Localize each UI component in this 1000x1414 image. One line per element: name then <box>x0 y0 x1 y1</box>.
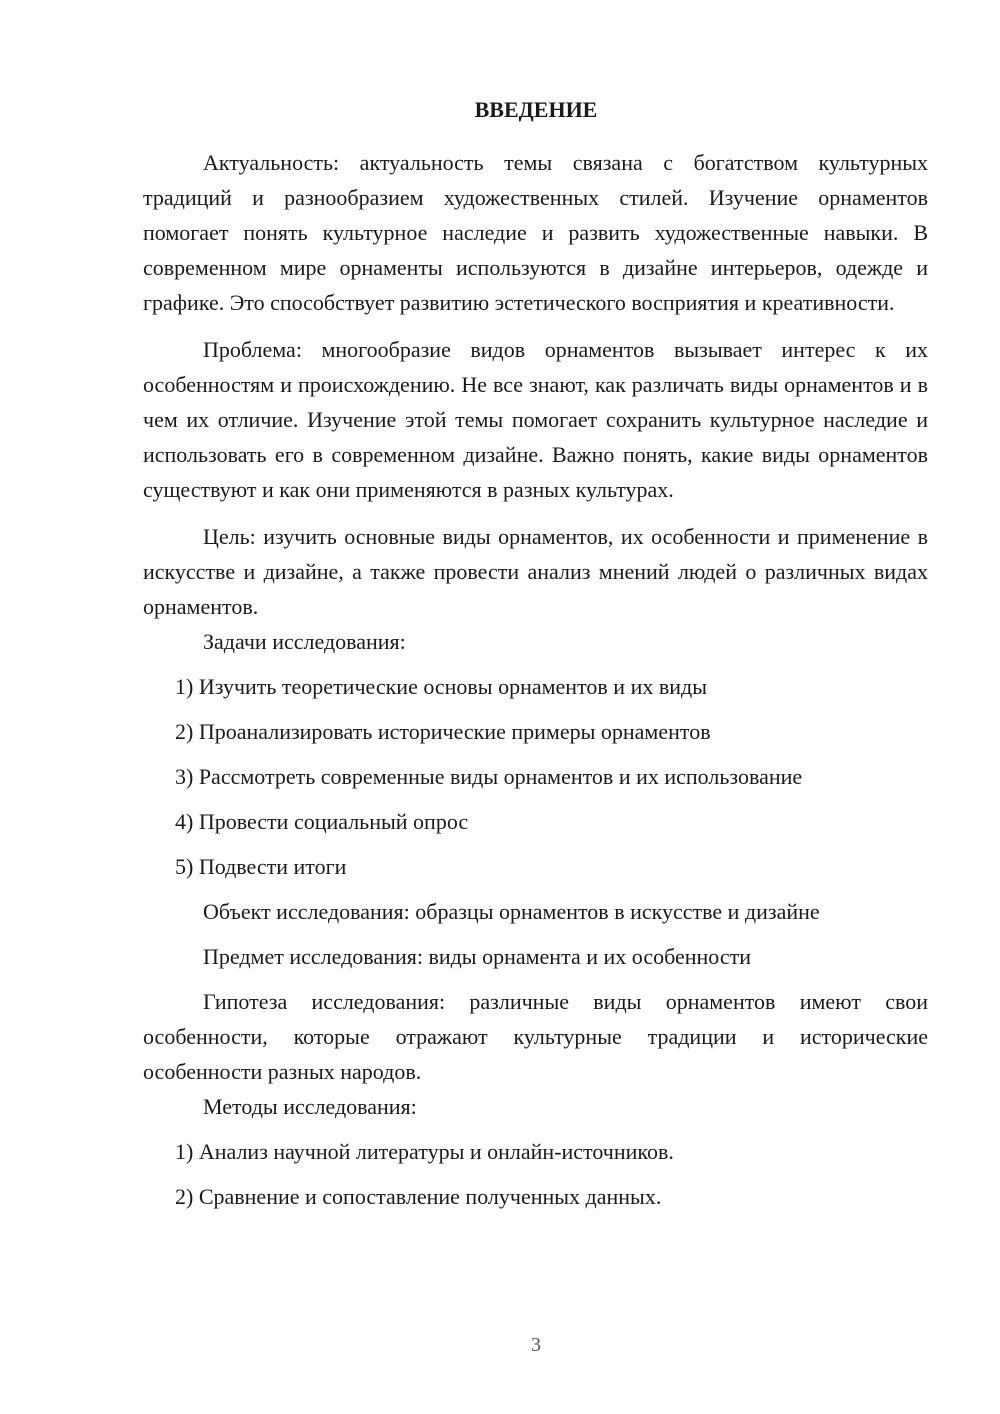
goal-paragraph: Цель: изучить основные виды орнаментов, их особенности и применение в искусстве и дизайне, а также провести анализ мнений людей о различных видах орнаментов. <box>143 524 928 619</box>
method-item: 1) Анализ научной литературы и онлайн-источников. <box>175 1139 674 1164</box>
task-item: 4) Провести социальный опрос <box>175 809 469 834</box>
page-title: ВВЕДЕНИЕ <box>474 97 598 122</box>
task-item: 3) Рассмотреть современные виды орнаментов и их использование <box>175 764 803 789</box>
tasks-title: Задачи исследования: <box>203 629 406 654</box>
subject-line: Предмет исследования: виды орнамента и их особенности <box>203 944 752 969</box>
document-body <box>143 145 928 1224</box>
page-number: 3 <box>531 1334 541 1356</box>
task-item: 2) Проанализировать исторические примеры орнаментов <box>175 719 711 744</box>
task-item: 5) Подвести итоги <box>175 854 347 879</box>
task-item: 1) Изучить теоретические основы орнаментов и их виды <box>175 674 707 699</box>
problem-paragraph: Проблема: многообразие видов орнаментов вызывает интерес к их особенностям и происхождению. Не все знают, как различать виды орнаментов и в чем их отличие. Изучение этой темы помогает сохранить культурное наследие и использовать его в современном дизайне. Важно понять, какие виды орнаментов существуют и как они применяются в разных культурах. <box>143 337 928 502</box>
method-item: 2) Сравнение и сопоставление полученных данных. <box>175 1184 662 1209</box>
object-line: Объект исследования: образцы орнаментов в искусстве и дизайне <box>203 899 820 924</box>
methods-title: Методы исследования: <box>203 1094 417 1119</box>
hypothesis-paragraph: Гипотеза исследования: различные виды орнаментов имеют свои особенности, которые отражают культурные традиции и исторические особенности разных народов. <box>143 989 928 1084</box>
relevance-paragraph: Актуальность: актуальность темы связана с богатством культурных традиций и разнообразием художественных стилей. Изучение орнаментов помогает понять культурное наследие и развить художественные навыки. В современном мире орнаменты используются в дизайне интерьеров, одежде и графике. Это способствует развитию эстетического восприятия и креативности. <box>143 150 928 315</box>
